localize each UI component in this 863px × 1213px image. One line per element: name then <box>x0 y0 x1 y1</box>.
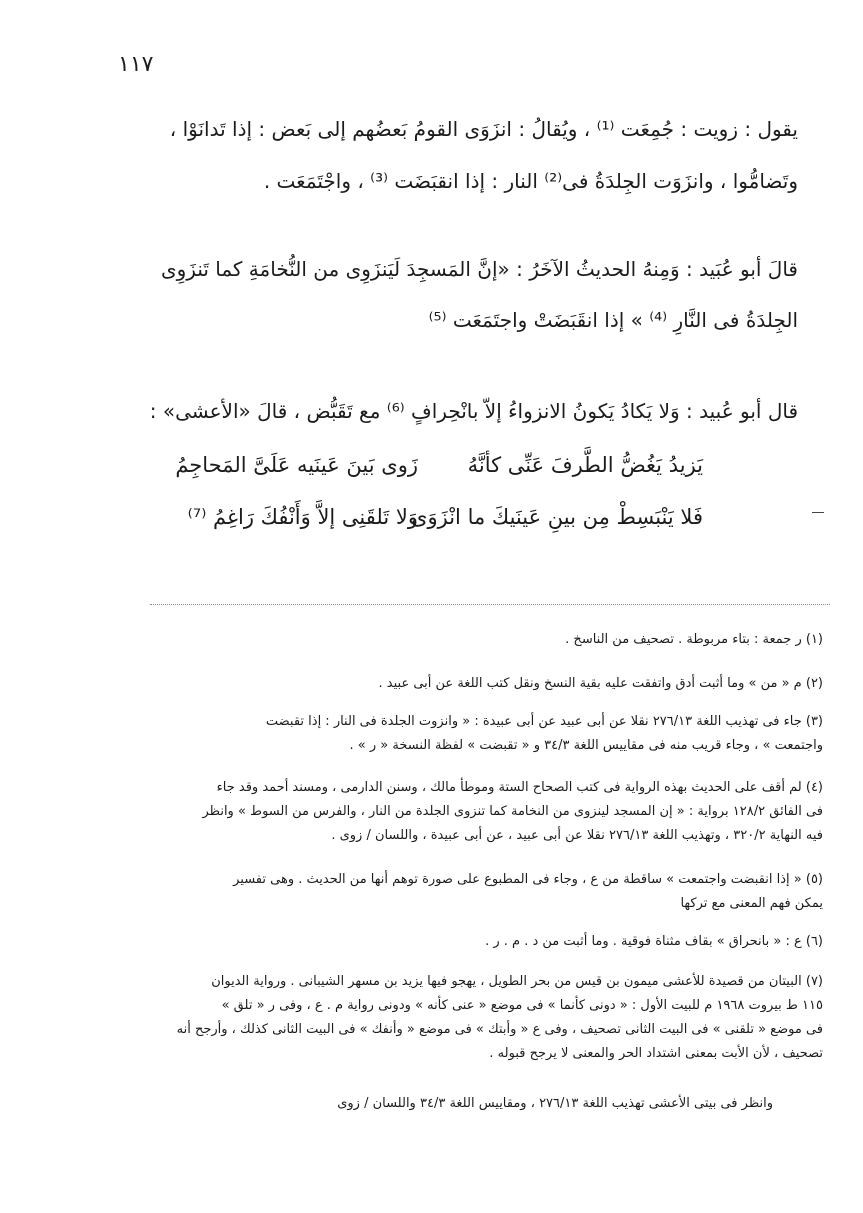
verse-hemistich-second: زَوى بَينَ عَينَيه عَلَىَّ المَحاجِمُ <box>175 453 418 477</box>
footnote-line: يمكن فهم المعنى مع تركها <box>680 896 823 911</box>
footnote-line: (٦) ع : « بانحراق » بقاف مثناة فوقية . وما أثبت من د . م . ر . <box>485 934 823 949</box>
margin-mark <box>812 512 824 513</box>
footnote-line: فى الفائق ١٢٨/٢ برواية : « إن المسجد لينزوى من النخامة كما تنزوى الجلدة من النار ، والفرس من السوط » وانظر <box>202 804 823 819</box>
page-number: ١١٧ <box>118 52 154 77</box>
verse-hemistich-first: فَلا يَنْبَسِطْ مِن بينِ عَينَيكَ ما انْزَوَى <box>411 505 703 529</box>
footnote <box>73 1092 773 1116</box>
footnote-line: (٥) « إذا انقبضت واجتمعت » ساقطة من ع ، وجاء فى المطبوع على صورة توهم أنها من الحديث . وهى تفسير <box>233 872 823 887</box>
footnote-line: (١) ر جمعة : بتاء مربوطة . تصحيف من الناسخ . <box>565 632 823 647</box>
footnote <box>123 868 823 916</box>
footnote <box>123 710 823 758</box>
footnote-line: (٤) لم أقف على الحديث بهذه الرواية فى كتب الصحاح الستة وموطأ مالك ، وسنن الدارمى ، ومسند أحمد وقد جاء <box>216 780 823 795</box>
body-line: قالَ أبو عُبَيد : وَمِنهُ الحديثُ الآخَرُ : «إنَّ المَسجِدَ لَيَنزَوِى من النُّخامَةِ كما تَنزَوِى <box>160 257 798 281</box>
footnote <box>123 672 823 696</box>
footnote-line: وانظر فى بيتى الأعشى تهذيب اللغة ٢٧٦/١٣ ، ومقاييس اللغة ٣٤/٣ واللسان / زوى <box>337 1096 773 1111</box>
footnote-line: (٣) جاء فى تهذيب اللغة ٢٧٦/١٣ نقلا عن أبى عبيد عن أبى عبيدة : « وانزوت الجلدة فى النار : إذا تقبضت <box>265 714 823 729</box>
body-line: قال أبو عُبيد : وَلا يَكادُ يَكونُ الانزواءُ إلاّ بانْحِرافٍ ⁽⁶⁾ مع تَقَبُّض ، قالَ «الأعشى» : <box>149 399 798 423</box>
body-line: الجِلدَةُ فى النَّارِ ⁽⁴⁾ » إذا انقَبَضَتْ واجتَمَعَت ⁽⁵⁾ <box>428 308 798 332</box>
footnote <box>123 930 823 954</box>
footnote-line: (٧) البيتان من قصيدة للأعشى ميمون بن قيس من بحر الطويل ، يهجو فيها يزيد بن مسهر الشيبانى . ورواية الديوان <box>211 974 823 989</box>
footnote <box>123 628 823 652</box>
footnote-line: تصحيف ، لأن الأبت بمعنى اشتداد الحر والمعنى لا يرجح قبوله . <box>489 1046 823 1061</box>
body-line: يقول : زويت : جُمِعَت ⁽¹⁾ ، ويُقالُ : انزَوَى القومُ بَعضُهم إلى بَعض : إذا تَدانَوْا ، <box>169 117 798 141</box>
footnote-line: (٢) م « من » وما أثبت أدق واتفقت عليه بقية النسخ ونقل كتب اللغة عن أبى عبيد . <box>378 676 823 691</box>
footnote-line: واجتمعت » ، وجاء قريب منه فى مقاييس اللغة ٣٤/٣ و « تقبضت » لفظة النسخة « ر » . <box>349 738 823 753</box>
footnote-line: ١١٥ ط بيروت ١٩٦٨ م للبيت الأول : « دونى كأنما » فى موضع « عنى كأنه » ودونى رواية م . ع ، وفى ر « تلق » <box>221 998 823 1013</box>
verse-hemistich-second: وَلا تَلقَنِى إلاَّ وَأَنْفُكَ رَاغِمُ ⁽⁷⁾ <box>187 505 418 529</box>
body-line: وتَضامُّوا ، وانزَوَت الجِلدَةُ فى⁽²⁾ النار : إذا انقبَضَت ⁽³⁾ ، واجْتَمَعَت . <box>263 169 798 193</box>
footnote <box>123 776 823 848</box>
footnote-line: فى موضع « تلقنى » فى البيت الثانى تصحيف ، وفى ع « وأبتك » فى موضع « وأنفك » فى البيت الثانى كذلك ، وأرجح أنه <box>176 1022 823 1037</box>
footnote-divider <box>150 604 830 605</box>
verse-hemistich-first: يَزيدُ يَغُضُّ الطَّرفَ عَنِّى كأنَّهُ <box>467 453 703 477</box>
footnote <box>123 970 823 1066</box>
footnote-line: فيه النهاية ٣٢٠/٢ ، وتهذيب اللغة ٢٧٦/١٣ نقلا عن أبى عبيد ، عن أبى عبيدة ، واللسان / زوى . <box>331 828 823 843</box>
